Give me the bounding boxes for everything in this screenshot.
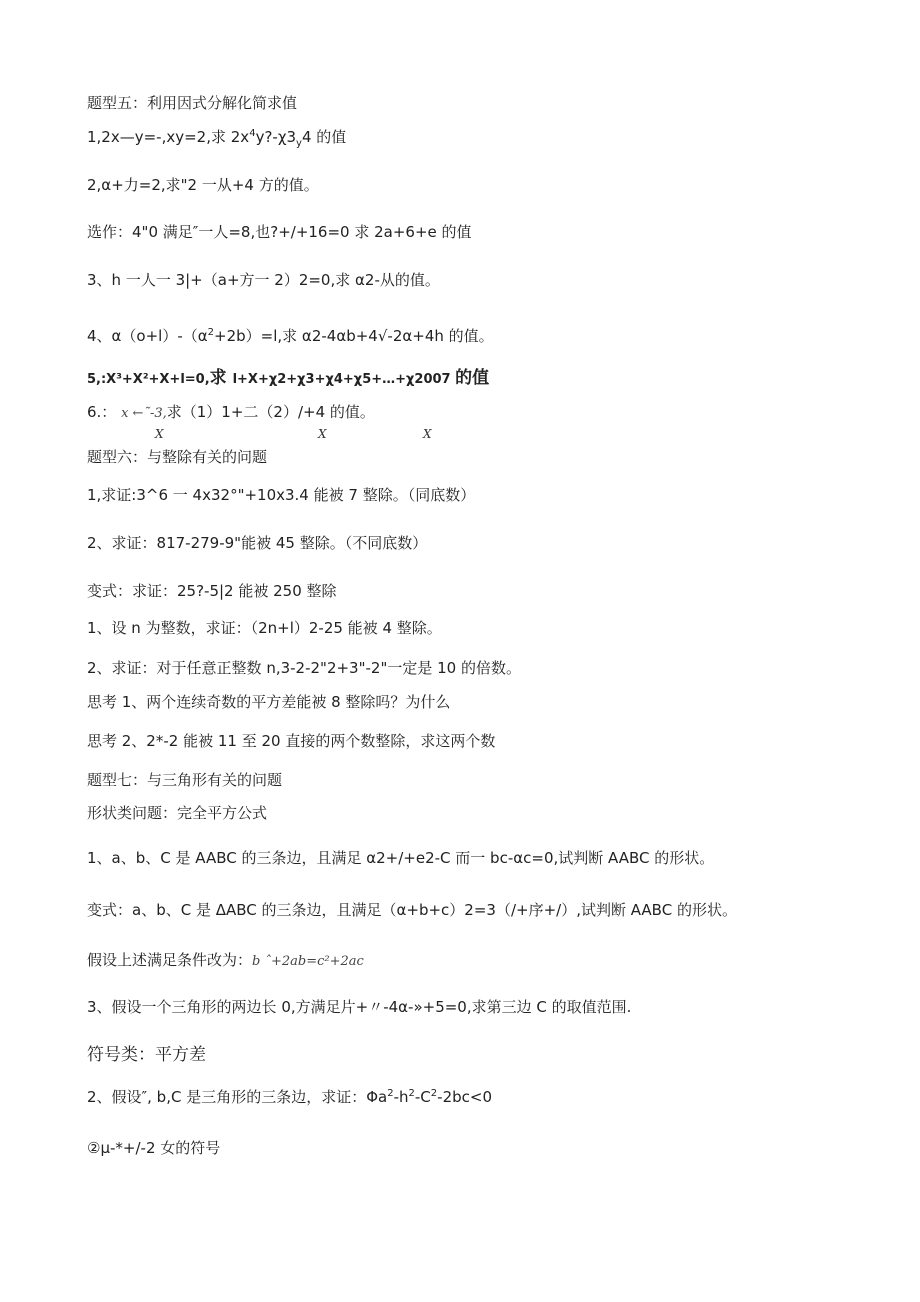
problem-6-variant: 变式：求证：25?-5|2 能被 250 整除 [87,582,337,600]
problem-6-variant-1: 1、设 n 为整数，求证：（2n+l）2-25 能被 4 整除。 [87,619,442,637]
problem-7-1: 1、a、b、C 是 AABC 的三条边，且满足 α2+/+e2-C 而一 bc-αc=0,试判断 AABC 的形状。 [87,849,715,867]
think-1: 思考 1、两个连续奇数的平方差能被 8 整除吗？为什么 [87,693,451,711]
problem-sign-2: 2、假设″, b,C 是三角形的三条边，求证：$\Phi a^2-h^2-C^2-2bc<0$ [87,1088,492,1106]
problem-6-variant-2: 2、求证：对于任意正整数 n,3-2-2"2+3"-2"一定是 10 的倍数。 [87,659,521,677]
problem-sign-circled-2: ②μ-*+/-2 女的符号 [87,1139,221,1157]
problem-7-condition: 假设上述满足条件改为：b ˆ+2ab=c²+2ac [87,951,364,969]
problem-7-variant: 变式：a、b、C 是 ΔABC 的三条边，且满足（α+b+c）2=3（/+序+/）,试判断 AABC 的形状。 [87,901,737,919]
problem-5-3: 3、h 一人一 3|+（a+方一 2）2=0,求 α2-从的值。 [87,271,440,289]
sign-problems-heading: 符号类：平方差 [87,1045,206,1065]
think-2: 思考 2、2*-2 能被 11 至 20 直接的两个数整除，求这两个数 [87,732,496,750]
fraction-denominator-x-3: X [423,427,432,441]
heading-type-5: 题型五：利用因式分解化简求值 [87,94,298,112]
problem-5-1: 1,2x—y=-,xy=2,求 $2x^4y?-\chi 3_y4$ 的值 [87,128,347,149]
problem-5-optional: 选作：4"0 满足″一人=8,也?+/+16=0 求 2a+6+e 的值 [87,223,472,241]
heading-type-7: 题型七：与三角形有关的问题 [87,771,283,789]
problem-5-6: 6.： x ←˜-3,求（1）1+二（2）/+4 的值。 [87,403,375,421]
fraction-denominator-x-2: X [318,427,327,441]
problem-5-4: 4、$\alpha(o+l)-(\alpha^2+2b)=l$,求 α2-4αb+4√-2α+4h 的值。 [87,327,494,345]
problem-5-5: 5,:X³+X²+X+l=0,求 l+X+χ2+χ3+χ4+χ5+…+χ2007 的值 [87,368,490,388]
problem-7-3: 3、假设一个三角形的两边长 0,方满足片+〃-4α-»+5=0,求第三边 C 的取值范围. [87,998,632,1016]
heading-type-6: 题型六：与整除有关的问题 [87,448,268,466]
problem-6-1: 1,求证:3^6 一 4x32°"+10x3.4 能被 7 整除。（同底数） [87,486,476,504]
problem-6-2: 2、求证：817-279-9"能被 45 整除。（不同底数） [87,534,428,552]
fraction-denominator-x-1: X [155,427,164,441]
problem-5-2: 2,α+力=2,求"2 一从+4 方的值。 [87,176,319,194]
shape-problems-heading: 形状类问题：完全平方公式 [87,804,268,822]
